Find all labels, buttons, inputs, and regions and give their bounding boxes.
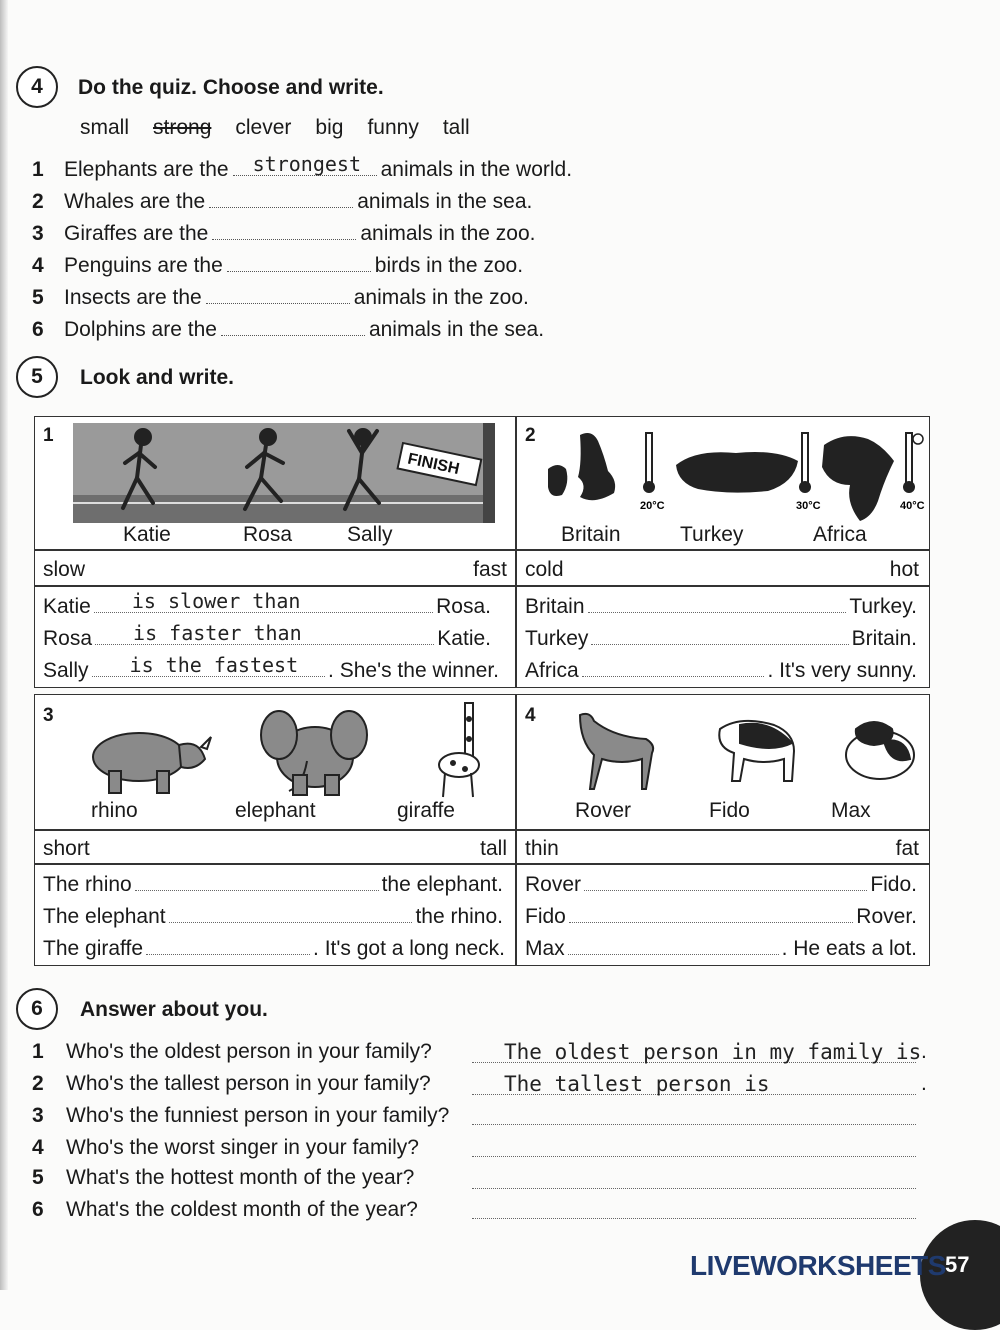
item-suffix: animals in the world.	[380, 158, 573, 181]
country-name: Turkey	[680, 523, 744, 546]
question-item	[32, 1136, 419, 1160]
end-period: .	[921, 1072, 927, 1095]
question-text: What's the coldest month of the year?	[66, 1198, 418, 1221]
answer-line[interactable]	[472, 1040, 922, 1064]
dog-name: Max	[831, 799, 871, 822]
word-bank-item-used: strong	[153, 116, 212, 139]
handwritten-answer: The tallest person is	[504, 1072, 770, 1096]
scale-right: tall	[480, 837, 507, 860]
comparison-table-bottom	[34, 694, 930, 966]
sentence-row	[525, 659, 917, 683]
question-text: Who's the funniest person in your family?	[66, 1104, 450, 1127]
animal-name: elephant	[235, 799, 316, 822]
question-item	[32, 1072, 431, 1096]
finish-banner-text: FINISH	[406, 450, 461, 479]
subject: Fido	[525, 905, 566, 928]
answer-blank[interactable]	[584, 876, 867, 891]
object: Britain.	[851, 627, 917, 650]
answer-line[interactable]	[472, 1104, 916, 1125]
exercise-6-number: 6	[16, 988, 58, 1030]
quiz-item	[32, 222, 535, 246]
item-number: 4	[32, 1136, 44, 1159]
subject: Katie	[43, 595, 91, 618]
item-prefix: Giraffes are the	[64, 222, 209, 245]
item-number: 4	[32, 254, 44, 277]
item-suffix: birds in the zoo.	[374, 254, 524, 277]
word-bank-item: big	[315, 116, 344, 139]
page-number: 57	[945, 1252, 970, 1277]
country-maps-illustration	[540, 425, 926, 521]
object: . She's the winner.	[328, 659, 499, 682]
subject: The rhino	[43, 873, 132, 896]
sentence-row	[525, 937, 917, 961]
scale-left: slow	[43, 558, 86, 581]
divider	[35, 863, 929, 865]
handwritten-answer: is the fastest	[129, 653, 299, 677]
country-name: Britain	[561, 523, 621, 546]
question-item	[32, 1040, 432, 1064]
answer-blank[interactable]	[92, 653, 326, 677]
object: Fido.	[870, 873, 917, 896]
end-period: .	[921, 1040, 927, 1063]
answer-blank[interactable]	[588, 598, 847, 613]
animal-name: giraffe	[397, 799, 455, 822]
exercise-5-number: 5	[16, 356, 58, 398]
word-bank-item: clever	[235, 116, 292, 139]
object: . It's got a long neck.	[313, 937, 505, 960]
answer-blank[interactable]	[568, 940, 779, 955]
item-number: 2	[32, 1072, 44, 1095]
sentence-row	[525, 595, 917, 619]
item-number: 3	[32, 1104, 44, 1127]
object: Rover.	[856, 905, 917, 928]
exercise-6-title: Answer about you.	[80, 998, 268, 1021]
dog-name: Rover	[575, 799, 632, 822]
animal-name: rhino	[91, 799, 138, 822]
question-item	[32, 1166, 414, 1190]
temperature-label: 40°C	[900, 500, 925, 512]
item-number: 3	[32, 222, 44, 245]
answer-blank[interactable]	[146, 940, 310, 955]
subject: The giraffe	[43, 937, 144, 960]
panel-number: 4	[525, 705, 536, 726]
subject: Turkey	[525, 627, 589, 650]
object: . He eats a lot.	[781, 937, 917, 960]
question-item	[32, 1198, 418, 1222]
answer-blank[interactable]	[95, 621, 434, 645]
object: Turkey.	[849, 595, 917, 618]
answer-line[interactable]	[472, 1136, 916, 1157]
subject: Rosa	[43, 627, 93, 650]
item-number: 5	[32, 1166, 44, 1189]
divider	[35, 549, 929, 551]
answer-line[interactable]	[472, 1074, 916, 1095]
answer-blank[interactable]	[135, 876, 379, 891]
dog-name: Fido	[709, 799, 750, 822]
exercise-4-title: Do the quiz. Choose and write.	[78, 76, 384, 99]
quiz-item	[32, 254, 523, 278]
object: Rosa.	[436, 595, 491, 618]
quiz-item	[32, 190, 532, 214]
exercise-4-number: 4	[16, 66, 58, 108]
handwritten-answer: strongest	[252, 152, 361, 176]
subject: Rover	[525, 873, 582, 896]
answer-blank[interactable]	[94, 589, 433, 613]
comparison-table-top	[34, 416, 930, 688]
question-text: What's the hottest month of the year?	[66, 1166, 415, 1189]
word-bank-item: tall	[442, 116, 470, 139]
answer-blank[interactable]	[206, 289, 350, 304]
item-number: 2	[32, 190, 44, 213]
sentence-row	[43, 905, 503, 929]
item-number: 6	[32, 318, 44, 341]
question-text: Who's the worst singer in your family?	[66, 1136, 419, 1159]
answer-blank[interactable]	[227, 257, 371, 272]
item-suffix: animals in the sea.	[368, 318, 545, 341]
item-prefix: Insects are the	[64, 286, 202, 309]
handwritten-answer: is faster than	[133, 621, 302, 645]
object: Katie.	[437, 627, 491, 650]
temperature-label: 20°C	[640, 500, 665, 512]
sentence-row	[525, 627, 917, 651]
question-text: Who's the tallest person in your family?	[66, 1072, 431, 1095]
object: the rhino.	[415, 905, 503, 928]
answer-blank[interactable]	[209, 193, 353, 208]
object: the elephant.	[381, 873, 503, 896]
handwritten-answer: is slower than	[131, 589, 301, 613]
word-bank	[80, 116, 470, 140]
panel-number: 1	[43, 425, 54, 446]
answer-blank[interactable]	[221, 321, 365, 336]
sentence-row	[43, 621, 491, 651]
handwritten-answer: The oldest person in my family is	[504, 1040, 922, 1064]
quiz-item	[32, 286, 529, 310]
word-bank-item: small	[80, 116, 130, 139]
item-prefix: Penguins are the	[64, 254, 223, 277]
word-bank-item: funny	[367, 116, 419, 139]
dogs-illustration	[550, 705, 930, 795]
liveworksheets-logo: LIVEWORKSHEETS	[690, 1250, 946, 1281]
answer-line[interactable]	[472, 1198, 916, 1219]
answer-blank[interactable]	[169, 908, 413, 923]
scale-left: cold	[525, 558, 564, 581]
item-suffix: animals in the sea.	[357, 190, 533, 213]
scale-left: short	[43, 837, 90, 860]
page-edge-shadow	[0, 0, 8, 1290]
runner-name: Rosa	[243, 523, 293, 546]
subject: Sally	[43, 659, 89, 682]
subject: Max	[525, 937, 565, 960]
answer-blank[interactable]	[233, 152, 377, 176]
item-number: 6	[32, 1198, 44, 1221]
answer-blank[interactable]	[569, 908, 853, 923]
exercise-5-title: Look and write.	[80, 366, 235, 389]
panel-number: 3	[43, 705, 54, 726]
panel-number: 2	[525, 425, 536, 446]
scale-right: hot	[889, 558, 919, 581]
sentence-row	[43, 589, 491, 619]
item-suffix: animals in the zoo.	[360, 222, 536, 245]
item-prefix: Whales are the	[64, 190, 206, 213]
item-suffix: animals in the zoo.	[353, 286, 529, 309]
sentence-row	[525, 905, 917, 929]
quiz-item	[32, 152, 573, 182]
running-race-illustration	[73, 423, 499, 523]
item-number: 5	[32, 286, 44, 309]
sentence-row	[43, 873, 503, 897]
country-name: Africa	[813, 523, 867, 546]
sentence-row	[525, 873, 917, 897]
item-prefix: Elephants are the	[64, 158, 229, 181]
subject: Britain	[525, 595, 585, 618]
animals-illustration	[69, 699, 489, 799]
scale-right: fat	[895, 837, 919, 860]
question-text: Who's the oldest person in your family?	[66, 1040, 432, 1063]
question-item	[32, 1104, 449, 1128]
scale-left: thin	[525, 837, 559, 860]
item-number: 1	[32, 158, 44, 181]
item-number: 1	[32, 1040, 44, 1063]
divider	[35, 585, 929, 587]
answer-blank[interactable]	[212, 225, 356, 240]
item-prefix: Dolphins are the	[64, 318, 217, 341]
divider	[515, 417, 517, 687]
runner-name: Sally	[347, 523, 393, 546]
quiz-item	[32, 318, 544, 342]
runner-name: Katie	[123, 523, 171, 546]
object: . It's very sunny.	[767, 659, 917, 682]
sentence-row	[43, 937, 505, 961]
subject: Africa	[525, 659, 579, 682]
answer-blank[interactable]	[582, 662, 765, 677]
subject: The elephant	[43, 905, 166, 928]
temperature-label: 30°C	[796, 500, 821, 512]
answer-line[interactable]	[472, 1168, 916, 1189]
divider	[35, 829, 929, 831]
sentence-row	[43, 653, 499, 683]
answer-blank[interactable]	[591, 630, 848, 645]
scale-right: fast	[473, 558, 507, 581]
